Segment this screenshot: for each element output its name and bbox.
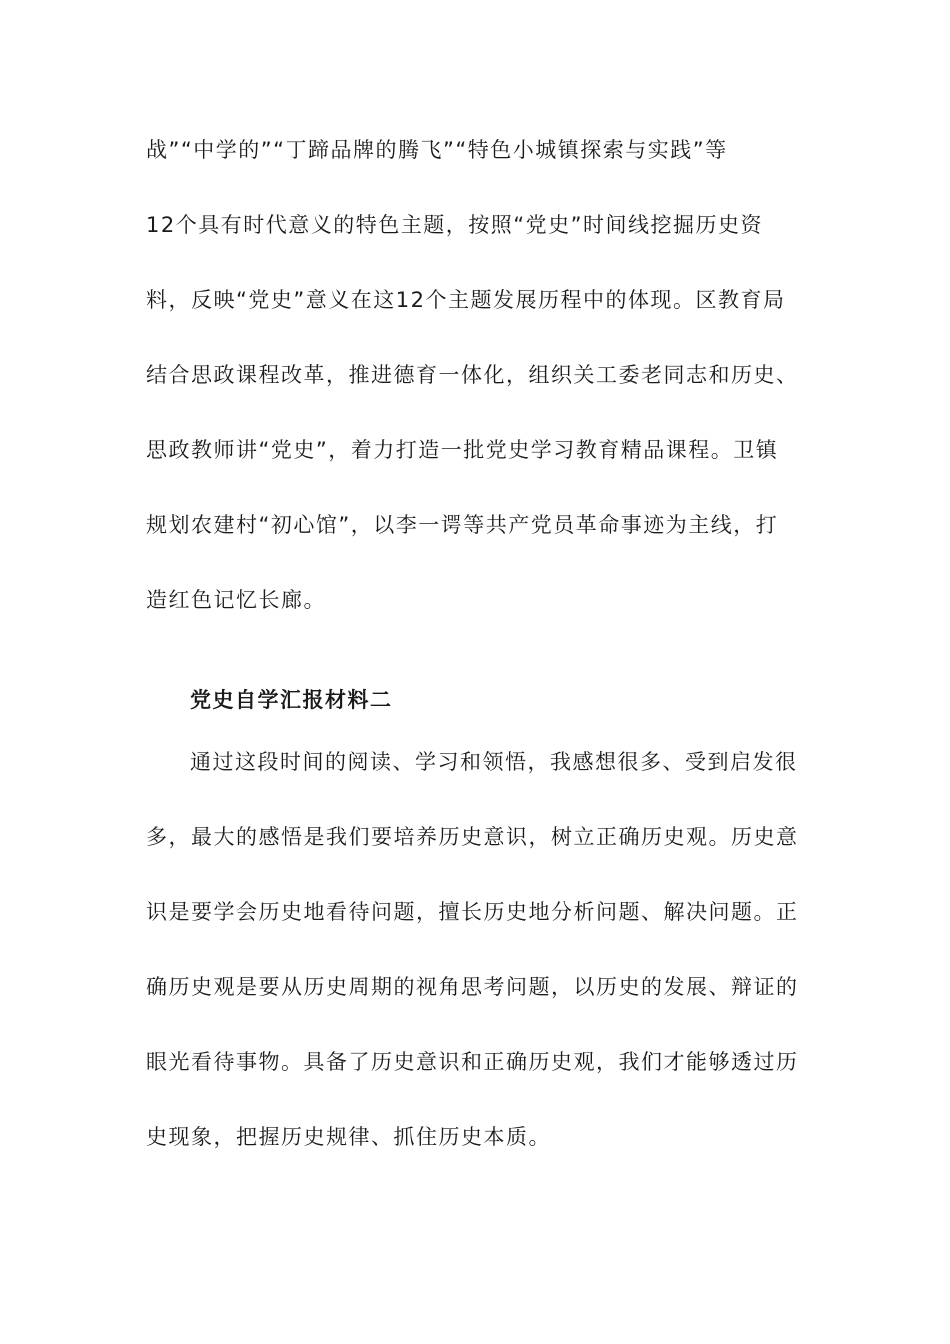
paragraph-line: 规划农建村“初心馆”，以李一谔等共产党员革命事迹为主线，打 (146, 513, 779, 537)
paragraph-line: 眼光看待事物。具备了历史意识和正确历史观，我们才能够透过历 (146, 1050, 799, 1074)
paragraph-line: 造红色记忆长廊。 (146, 588, 326, 612)
paragraph-line: 通过这段时间的阅读、学习和领悟，我感想很多、受到启发很 (190, 750, 798, 774)
paragraph-line: 战”“中学的”“丁蹄品牌的腾飞”“特色小城镇探索与实践”等 (146, 138, 728, 162)
paragraph-line: 多，最大的感悟是我们要培养历史意识，树立正确历史观。历史意 (146, 825, 799, 849)
paragraph-line: 识是要学会历史地看待问题，擅长历史地分析问题、解决问题。正 (146, 900, 799, 924)
paragraph-line: 料，反映“党史”意义在这12个主题发展历程中的体现。区教育局 (146, 288, 786, 312)
paragraph-line: 确历史观是要从历史周期的视角思考问题，以历史的发展、辩证的 (146, 975, 799, 999)
paragraph-line: 12个具有时代意义的特色主题，按照“党史”时间线挖掘历史资 (146, 213, 763, 237)
paragraph-line: 结合思政课程改革，推进德育一体化，组织关工委老同志和历史、 (146, 363, 799, 387)
section-title: 党史自学汇报材料二 (190, 688, 393, 712)
paragraph-line: 思政教师讲“党史”，着力打造一批党史学习教育精品课程。卫镇 (146, 438, 779, 462)
paragraph-line: 史现象，把握历史规律、抓住历史本质。 (146, 1125, 551, 1149)
